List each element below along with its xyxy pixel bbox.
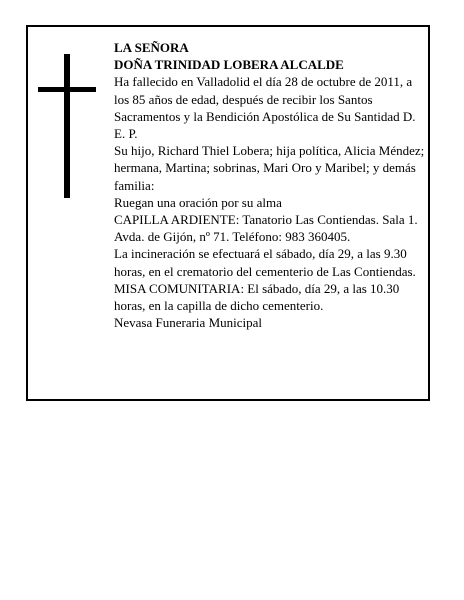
mass-info: MISA COMUNITARIA: El sábado, día 29, a las 10.30 horas, en la capilla de dicho cementerio.: [114, 280, 400, 314]
prayer-request: Ruegan una oración por su alma: [114, 194, 282, 210]
deceased-name: DOÑA TRINIDAD LOBERA ALCALDE: [114, 57, 344, 73]
title-line: LA SEÑORA: [114, 40, 189, 55]
death-announcement: Ha fallecido en Valladolid el día 28 de octubre de 2011, a los 85 años de edad, después de recibir los Santos Sacramentos y la Bendición Apostólica de Su Santidad D. E. P.: [114, 74, 416, 142]
obituary-text: [114, 39, 426, 331]
cross-horizontal-bar: [38, 87, 96, 92]
funeral-home: Nevasa Funeraria Municipal: [114, 315, 263, 331]
cross-vertical-bar: [64, 54, 70, 198]
family-list: Su hijo, Richard Thiel Lobera; hija política, Alicia Méndez; hermana, Martina; sobrinas, Mari Oro y Maribel; y demás familia:: [114, 143, 425, 193]
cremation-info: La incineración se efectuará el sábado, día 29, a las 9.30 horas, en el crematorio del cementerio de Las Contiendas.: [114, 246, 416, 279]
chapel-info: CAPILLA ARDIENTE: Tanatorio Las Contiendas. Sala 1. Avda. de Gijón, nº 71. Teléfono: 983 360405.: [114, 212, 418, 245]
